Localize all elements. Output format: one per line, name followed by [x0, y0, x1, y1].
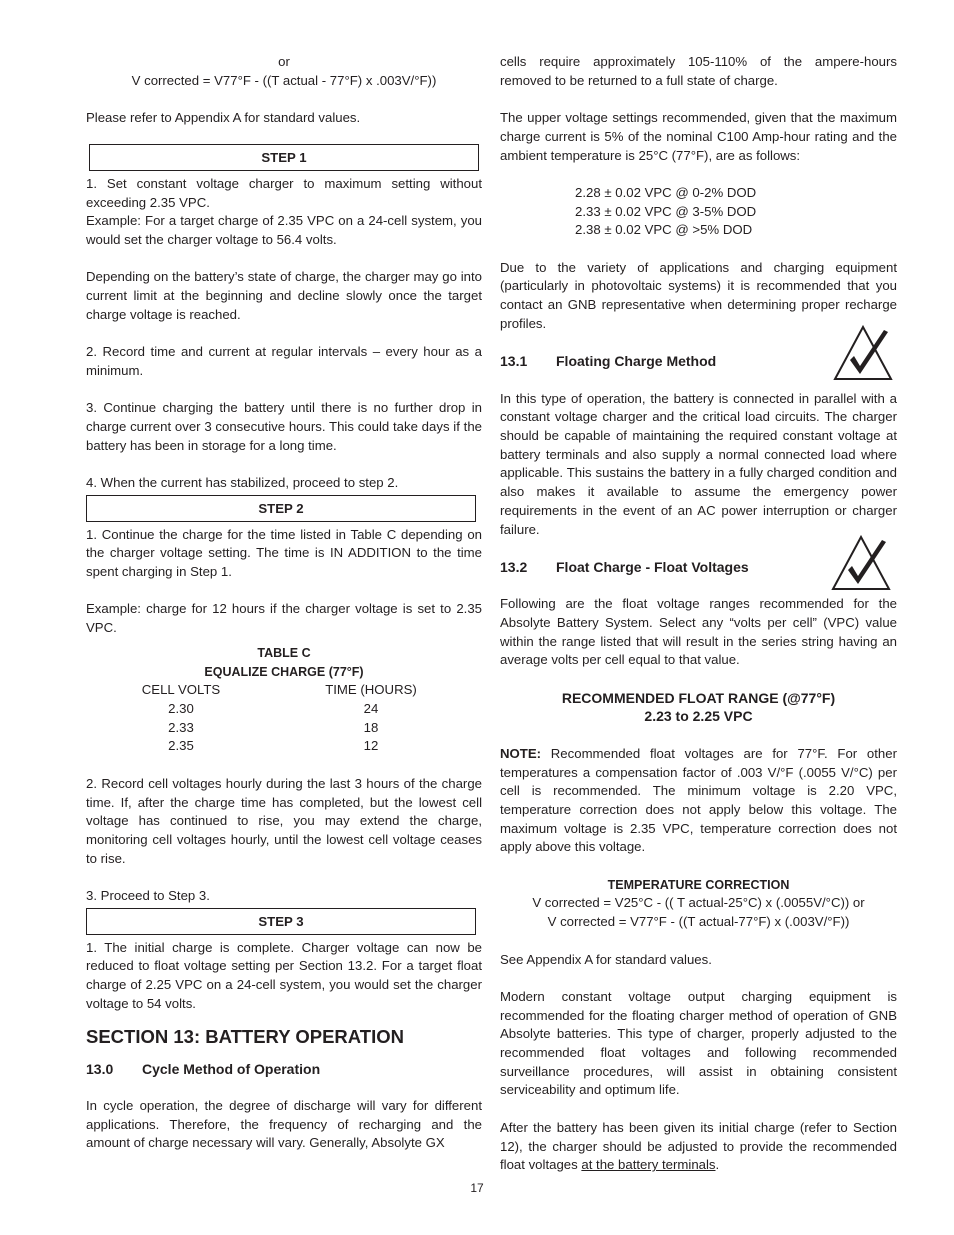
step1-p2: Depending on the battery’s state of charge, the charger may go into current limit at the beginning and decline slowly once the target charge voltage is reached. — [86, 269, 482, 322]
note-label: NOTE: — [500, 745, 542, 761]
modern-charging-paragraph: Modern constant voltage output charging equipment is recommended for the floating charger method of operation of GNB Absolyte batteries. This type of charger, properly adjusted to the recommended float voltages and following recommended surveillance procedures, will assist in obtaining consistent serviceability and optimum life. — [500, 988, 897, 1098]
section-13-title: SECTION 13: BATTERY OPERATION — [86, 1025, 404, 1047]
see-appendix: See Appendix A for standard values. — [500, 951, 712, 967]
table-cell-volts: 2.30 — [168, 701, 194, 716]
table-row — [86, 737, 482, 756]
note-paragraph — [500, 745, 897, 857]
subsection-title: Float Charge - Float Voltages — [556, 558, 749, 575]
subsection-number: 13.1 — [500, 353, 528, 370]
subsection-number: 13.2 — [500, 558, 528, 575]
subsection-13-0-heading — [86, 1060, 482, 1079]
appendix-reference: Please refer to Appendix A for standard values. — [86, 110, 361, 126]
dod-line: 2.38 ± 0.02 VPC @ >5% DOD — [575, 222, 753, 238]
page-number: 17 — [470, 1181, 484, 1195]
dod-line: 2.33 ± 0.02 VPC @ 3-5% DOD — [575, 203, 757, 219]
table-cell-hours: 12 — [363, 738, 379, 754]
table-c-col-hours: TIME (HOURS) — [325, 682, 417, 698]
table-cell-hours: 24 — [363, 701, 379, 716]
after-charge-text: After the battery has been given its initial charge (refer to Section 12), the charger should be adjusted to provide the recommended float voltages — [500, 1119, 897, 1173]
variety-paragraph: Due to the variety of applications and charging equipment (particularly in photovoltaic systems) it is recommended that you contact an GNB representative when determining proper recharge profiles. — [500, 259, 897, 331]
subsection-title: Floating Charge Method — [556, 353, 717, 370]
cycle-paragraph: In cycle operation, the degree of discharge will vary for different applications. Therefore, the frequency of recharging and the amount of charge necessary will vary. Generally, Absolyte GX — [86, 1097, 482, 1151]
table-row — [86, 719, 482, 738]
table-c-header — [86, 681, 482, 700]
after-charge-paragraph — [500, 1119, 897, 1175]
step2-p1: 1. Continue the charge for the time listed in Table C depending on the charger voltage setting. The time is IN ADDITION to the time spent charging in Step 1. — [86, 526, 482, 580]
subsection-title: Cycle Method of Operation — [142, 1060, 321, 1077]
step1-p5: 4. When the current has stabilized, proceed to step 2. — [86, 474, 399, 490]
battery-terminals-underlined: at the battery terminals — [581, 1157, 716, 1173]
table-c-title: TABLE C — [257, 645, 311, 660]
caution-check-icon — [830, 534, 892, 592]
step3-p1: 1. The initial charge is complete. Charger voltage can now be reduced to float voltage setting per Section 13.2. For a target float charge of 2.25 VPC on a 24-cell system, you would set the charger voltage to 54 volts. — [86, 939, 482, 1011]
table-cell-volts: 2.35 — [168, 738, 194, 754]
temperature-correction-celsius: V corrected = V25°C - (( T actual-25°C) x (.0055V/°C)) or — [532, 895, 865, 911]
table-c-subtitle: EQUALIZE CHARGE (77°F) — [204, 664, 364, 679]
upper-voltage-paragraph: The upper voltage settings recommended, given that the maximum charge current is 5% of the nominal C100 Amp-hour rating and the ambient temperature is 25°C (77°F), are as follows: — [500, 110, 897, 163]
step1-example: Example: For a target charge of 2.35 VPC on a 24-cell system, you would set the charger voltage to 56.4 volts. — [86, 213, 482, 247]
floating-paragraph: In this type of operation, the battery is connected in parallel with a constant voltage charger and the critical load circuits. The charger should be capable of maintaining the required constant voltage at battery terminals and also supply a normal connected load where applicable. This sustains the battery in a fully charged condition and also makes it available to assume the emergency power requirements in the event of an AC power interruption or charger failure. — [500, 390, 897, 537]
after-charge-end: . — [715, 1157, 720, 1173]
step1-p1: 1. Set constant voltage charger to maximum setting without exceeding 2.35 VPC. — [86, 175, 482, 210]
table-cell-hours: 18 — [363, 719, 379, 735]
right-column — [500, 53, 897, 1175]
formula-fahrenheit: V corrected = V77°F - ((T actual - 77°F) x .003V/°F)) — [131, 72, 437, 88]
float-ranges-paragraph: Following are the float voltage ranges recommended for the Absolyte Battery System. Select any “volts per cell” (VPC) value within the range listed that will result in the series string having an average volts per cell equal to that value. — [500, 596, 897, 668]
left-column — [86, 53, 482, 1153]
step2-box: STEP 2 — [86, 495, 476, 522]
caution-check-icon — [832, 324, 894, 382]
or-line: or — [278, 54, 290, 69]
step1-p3: 2. Record time and current at regular intervals – every hour as a minimum. — [86, 344, 482, 378]
step2-p4: 3. Proceed to Step 3. — [86, 888, 210, 903]
note-text: Recommended float voltages are for 77°F. For other temperatures a compensation factor of .003 V/°F (.0055 V/°C) per cell is recommended. The minimum voltage is 2.20 VPC, temperature correction does not apply below this voltage. The maximum voltage is 2.35 VPC, temperature correction does not apply above this voltage. — [500, 745, 897, 855]
step1-box: STEP 1 — [89, 144, 479, 171]
recommended-float-title: RECOMMENDED FLOAT RANGE (@77°F) — [561, 689, 836, 706]
table-c-col-volts: CELL VOLTS — [141, 682, 221, 698]
step3-box: STEP 3 — [86, 908, 476, 935]
step2-p2: Example: charge for 12 hours if the charger voltage is set to 2.35 VPC. — [86, 601, 482, 636]
recommended-float-range: 2.23 to 2.25 VPC — [644, 708, 753, 725]
temperature-correction-fahrenheit: V corrected = V77°F - ((T actual-77°F) x (.003V/°F)) — [547, 914, 850, 930]
temperature-correction-title: TEMPERATURE CORRECTION — [607, 877, 790, 892]
step2-p3: 2. Record cell voltages hourly during the last 3 hours of the charge time. If, after the charge time has completed, but the lowest cell voltage has continued to rise, you may extend the charge, monitoring cell voltages hourly, until the lowest cell voltage ceases to rise. — [86, 775, 482, 866]
dod-line: 2.28 ± 0.02 VPC @ 0-2% DOD — [575, 184, 757, 200]
step1-p4: 3. Continue charging the battery until there is no further drop in charge current over 3 consecutive hours. This could take days if the battery has been in storage for a long time. — [86, 400, 482, 453]
table-row — [86, 700, 482, 719]
continued-paragraph: cells require approximately 105-110% of the ampere-hours removed to be returned to a full state of charge. — [500, 54, 897, 88]
table-cell-volts: 2.33 — [168, 719, 194, 735]
subsection-number: 13.0 — [86, 1060, 114, 1077]
